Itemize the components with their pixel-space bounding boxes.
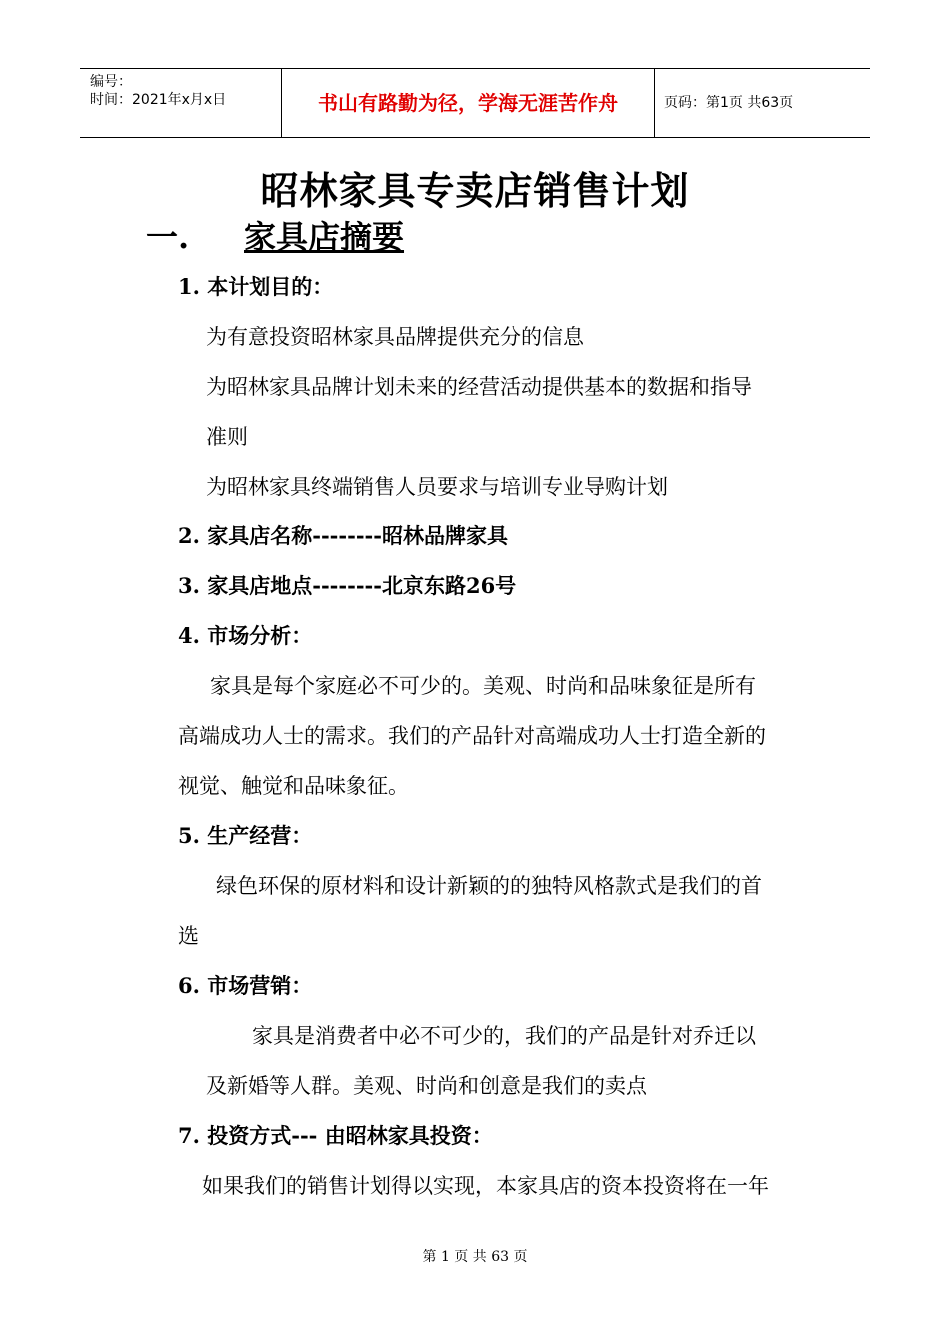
- item-heading-2: 2. 家具店名称--------昭林品牌家具: [178, 523, 508, 548]
- page-info: 页码：第1页 共63页: [664, 95, 794, 111]
- paragraph-line: 如果我们的销售计划得以实现，本家具店的资本投资将在一年: [202, 1174, 769, 1198]
- item-heading-4: 4. 市场分析：: [178, 623, 313, 648]
- document-title: 昭林家具专卖店销售计划: [260, 168, 690, 213]
- header-meta: [80, 69, 280, 137]
- section-number: 一.: [146, 218, 190, 256]
- paragraph-line: 为有意投资昭林家具品牌提供充分的信息: [206, 325, 584, 349]
- paragraph-line: 为昭林家具终端销售人员要求与培训专业导购计划: [206, 475, 668, 499]
- item-heading-7: 7. 投资方式--- 由昭林家具投资：: [178, 1123, 493, 1148]
- paragraph-line: 视觉、触觉和品味象征。: [178, 774, 409, 798]
- paragraph-line: 绿色环保的原材料和设计新颖的的独特风格款式是我们的首: [216, 874, 762, 898]
- motto: 书山有路勤为径，学海无涯苦作舟: [281, 69, 655, 137]
- paragraph-line: 选: [178, 924, 199, 948]
- paragraph-line: 准则: [206, 425, 248, 449]
- paragraph-line: 家具是每个家庭必不可少的。美观、时尚和品味象征是所有: [210, 674, 756, 698]
- paragraph-line: 家具是消费者中必不可少的，我们的产品是针对乔迁以: [252, 1024, 756, 1048]
- paragraph-line: 为昭林家具品牌计划未来的经营活动提供基本的数据和指导: [206, 375, 752, 399]
- page-footer: 第 1 页 共 63 页: [422, 1249, 528, 1265]
- item-heading-5: 5. 生产经营：: [178, 823, 313, 848]
- section-heading: [146, 212, 404, 258]
- item-heading-1: 1. 本计划目的：: [178, 274, 334, 299]
- item-heading-3: 3. 家具店地点--------北京东路26号: [178, 573, 517, 598]
- header-table: [80, 68, 870, 138]
- number-label: 编号：: [90, 74, 132, 90]
- date-label: 时间：2021年x月x日: [90, 92, 227, 108]
- paragraph-line: 高端成功人士的需求。我们的产品针对高端成功人士打造全新的: [178, 724, 766, 748]
- section-title: 家具店摘要: [244, 218, 405, 256]
- item-heading-6: 6. 市场营销：: [178, 973, 313, 998]
- paragraph-line: 及新婚等人群。美观、时尚和创意是我们的卖点: [206, 1074, 647, 1098]
